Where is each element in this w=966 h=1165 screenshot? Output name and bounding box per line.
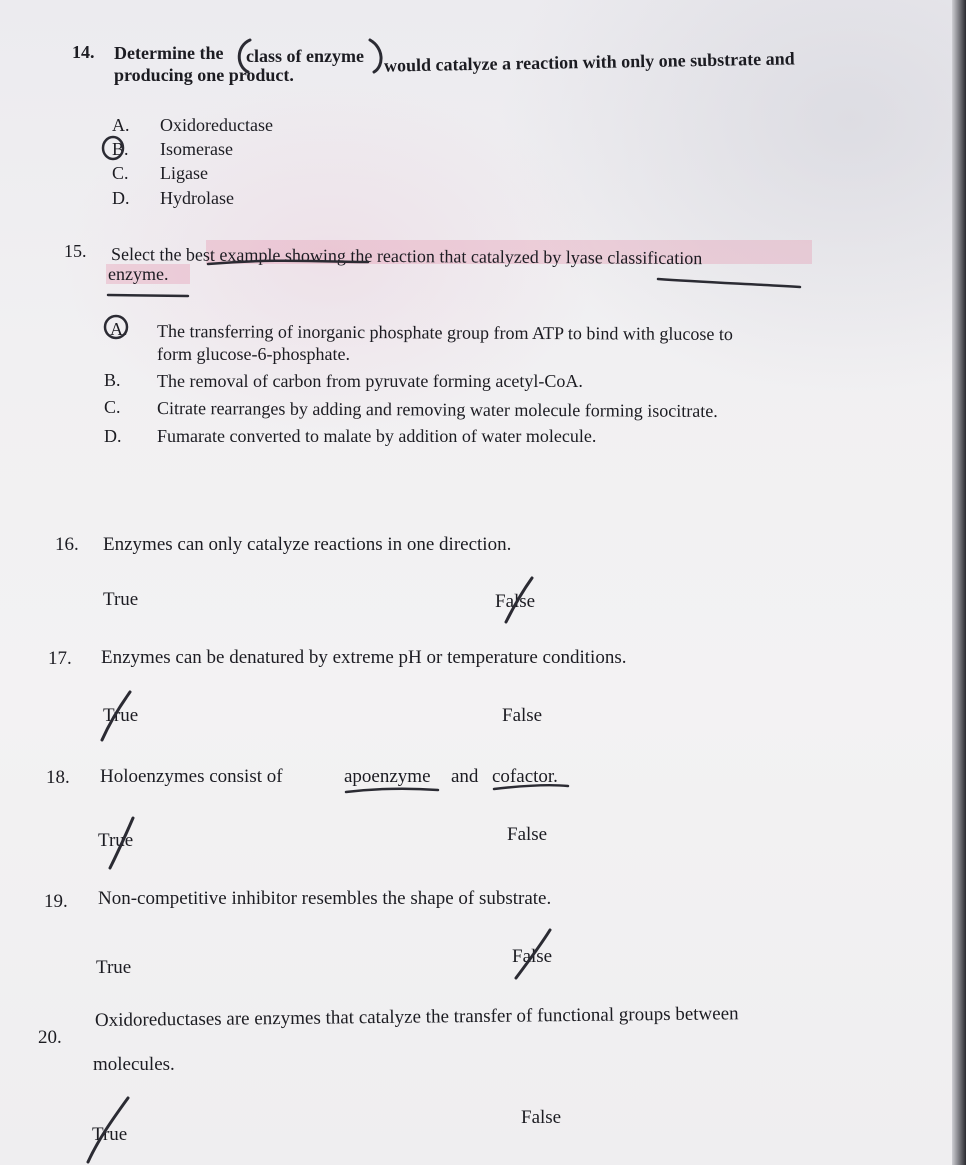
option-text: The removal of carbon from pyruvate forming acetyl-CoA. — [157, 371, 583, 391]
true-option: True — [96, 957, 132, 978]
underline-mark — [658, 279, 800, 287]
option-letter: A. — [112, 115, 130, 135]
question-text: would catalyze a reaction with only one substrate and — [383, 48, 795, 76]
option-letter: C. — [104, 397, 121, 417]
option-letter: D. — [104, 426, 122, 446]
question-text: Oxidoreductases are enzymes that catalyze the transfer of functional groups between — [94, 1003, 739, 1031]
question-number: 16. — [55, 534, 79, 555]
question-number: 18. — [46, 767, 70, 788]
underlined-term: apoenzyme — [344, 766, 431, 787]
false-option: False — [512, 946, 553, 967]
question-text: Non-competitive inhibitor resembles the shape of substrate. — [98, 888, 552, 909]
true-option: True — [103, 705, 139, 726]
question-number: 15. — [64, 241, 87, 261]
true-option: True — [98, 830, 134, 851]
option-letter: B. — [112, 139, 129, 159]
option-text: Citrate rearranges by adding and removing water molecule forming isocitrate. — [156, 398, 718, 421]
true-option: True — [92, 1124, 128, 1145]
screen-edge — [952, 0, 966, 1165]
false-option: False — [495, 591, 536, 612]
option-letter: D. — [112, 188, 130, 208]
option-letter: C. — [112, 163, 129, 183]
question-text: and — [451, 766, 479, 787]
option-text: Isomerase — [160, 139, 233, 159]
question-number: 20. — [38, 1027, 62, 1048]
question-number: 17. — [48, 648, 72, 669]
question-text: producing one product. — [114, 65, 294, 85]
option-text: The transferring of inorganic phosphate group from ATP to bind with glucose to — [156, 321, 733, 345]
question-text: Select the best example showing the reaction that catalyzed by lyase classification — [110, 244, 703, 269]
question-text: Enzymes can be denatured by extreme pH or temperature conditions. — [101, 647, 627, 668]
option-text: Hydrolase — [160, 188, 234, 208]
question-text: Enzymes can only catalyze reactions in one direction. — [103, 534, 512, 555]
false-option: False — [521, 1107, 562, 1128]
question-number: 19. — [44, 891, 68, 912]
question-text: Determine the — [114, 43, 224, 63]
underline-mark — [346, 789, 438, 792]
option-text: form glucose-6-phosphate. — [157, 344, 350, 364]
option-text: Fumarate converted to malate by addition of water molecule. — [157, 426, 597, 446]
underline-mark — [108, 295, 188, 296]
false-option: False — [507, 824, 548, 845]
circle-mark — [370, 40, 381, 72]
question-number: 14. — [72, 42, 95, 62]
true-option: True — [103, 589, 139, 610]
option-text: Oxidoreductase — [160, 115, 273, 135]
circled-phrase: class of enzyme — [246, 46, 364, 66]
question-text: molecules. — [93, 1054, 175, 1075]
option-letter: B. — [104, 370, 121, 390]
false-option: False — [502, 705, 543, 726]
question-text: Holoenzymes consist of — [100, 766, 283, 787]
option-letter: A. — [110, 319, 128, 339]
option-text: Ligase — [160, 163, 208, 183]
question-text: enzyme. — [108, 264, 169, 284]
underlined-term: cofactor. — [492, 766, 558, 787]
